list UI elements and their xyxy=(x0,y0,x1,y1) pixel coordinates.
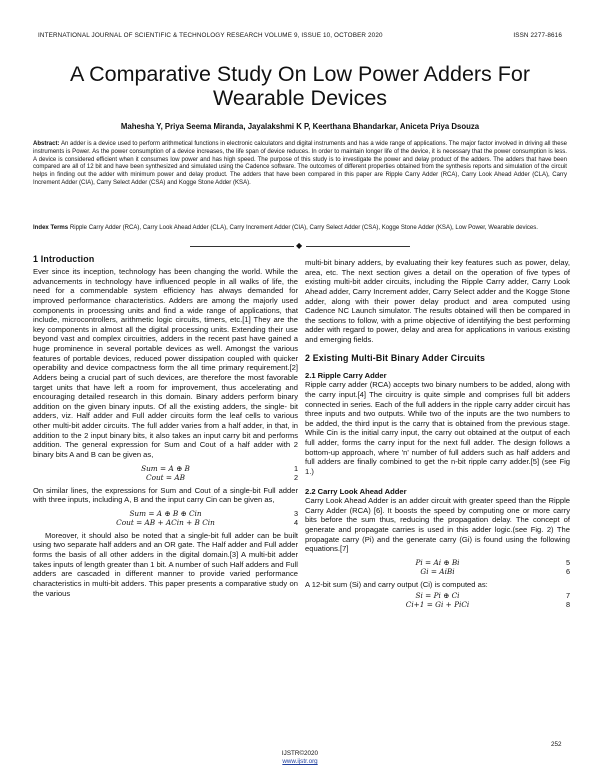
intro-paragraph-1: Ever since its inception, technology has been changing the world. While the advancements in technology have influenced people in all walks of life, the need for a commendable system efficiency has always demanded for improved performance characteristics. Adders are among the majorly used components in processing units and find a wide range of applications, that include, microcontrollers, arithmetic logic circuits, timers, etc.[1] They are the key components in almost all the digital processing units. Extending their use beyond vast and complex circuitries, adders in the recent past have gained a huge prominence in several portable devices as well. Amongst the various features of portable devices, reduced power dissipation coupled with quicker operability and device compactness form the all time primary requirement.[2] Adders being a crucial part of such devices, are therefore the most favorable target units that have left a room for improvement, thus accelerating and encouraging detailed research in this domain. Binary adders perform binary addition on the given binary inputs. Of all the existing adders, the single- bit adders, viz. Half adder and Full adder circuits form the leaf cells to various other multi-bit adder circuits. The full adder varies from a half adder, in that, in addition to the 2 input binary bits, it also takes an input carry bit and performs addition. The general expression for Sum and Cout of a half adder with 2 binary bits A and B can be given as, xyxy=(33,267,298,459)
equation-block-half-adder xyxy=(33,464,298,483)
equation-5-number: 5 xyxy=(565,557,570,567)
footer-copyright: IJSTR©2020 xyxy=(281,750,319,757)
cla-paragraph-2: A 12-bit sum (Si) and carry output (Ci) is computed as: xyxy=(305,579,488,589)
divider-line-left xyxy=(190,246,294,247)
subsection-heading-cla: 2.2 Carry Look Ahead Adder xyxy=(305,486,407,496)
equation-3-number: 3 xyxy=(293,508,298,518)
page-footer xyxy=(0,750,600,766)
index-terms-text: Ripple Carry Adder (RCA), Carry Look Ahead Adder (CLA), Carry Increment Adder (CIA), Carry Select Adder (CSA), Kogge Stone Adder (KSA), Low Power, Wearable devices. xyxy=(69,225,538,231)
journal-name: INTERNATIONAL JOURNAL OF SCIENTIFIC & TECHNOLOGY RESEARCH VOLUME 9, ISSUE 10, OCTOBER 2020 xyxy=(38,32,383,39)
equation-6-number: 6 xyxy=(565,567,570,577)
paper-title xyxy=(30,62,570,110)
abstract-label: Abstract: xyxy=(33,141,60,147)
equation-8 xyxy=(305,600,570,610)
equation-4-expr: Cout = AB + ACin + B Cin xyxy=(116,518,215,528)
intro-paragraph-3: Moreover, it should also be noted that a single-bit full adder can be built using two separate half adders and an OR gate. The Half adder and Full adder forms the basis of all other adders in the digital domain.[3] A multi-bit adder takes inputs of length greater than 1 bit. A number of such Half adders and Full adders are cascaded in different manner to provide varied performance characteristics in multi-bit adders. This paper presents a comparative study on the various xyxy=(33,530,298,598)
title-line-2: Wearable Devices xyxy=(212,86,388,110)
section-heading-existing-adders: 2 Existing Multi-Bit Binary Adder Circuits xyxy=(305,352,486,363)
equation-1-number: 1 xyxy=(293,463,298,473)
rca-paragraph: Ripple carry adder (RCA) accepts two binary numbers to be added, along with the carry input.[4] The circuitry is quite simple and comprises full bit adders connected in series. Each of the full adders in the ripple carry adder circuit has three inputs and two outputs. While two of the inputs are the two numbers to be added, the third input is the carry that is obtained from the previous stage. While Cin is the initial carry input, the carry out obtained at the output of each full adder, forms the carry input for the next full adder. The design follows a bottom-up approach, where 'n' number of full adders such as half adders and full adders are finally combined to get the n-bit ripple carry adder.[5] (see Fig 1.) xyxy=(305,380,570,476)
author-list: Mahesha Y, Priya Seema Miranda, Jayalakshmi K P, Keerthana Bhandarkar, Aniceta Priya Dsouza xyxy=(120,122,480,131)
equation-6 xyxy=(305,567,570,577)
left-column xyxy=(33,255,298,598)
equation-7-number: 7 xyxy=(565,590,570,600)
intro-paragraph-2: On similar lines, the expressions for Sum and Cout of a single-bit Full adder with three inputs, including A, B and the input carry Cin can be given as, xyxy=(33,485,298,505)
equation-6-expr: Gi = AiBi xyxy=(420,567,455,577)
equation-2-expr: Cout = AB xyxy=(146,473,185,482)
right-column xyxy=(305,258,570,613)
equation-1 xyxy=(33,464,298,474)
subsection-heading-rca: 2.1 Ripple Carry Adder xyxy=(305,370,387,380)
equation-5 xyxy=(305,558,570,568)
journal-website-link[interactable]: www.ijstr.org xyxy=(282,758,318,765)
title-line-1: A Comparative Study On Low Power Adders For xyxy=(69,62,531,86)
page-number: 252 xyxy=(551,741,562,748)
equation-block-sum-carry xyxy=(305,591,570,610)
diamond-icon: ◆ xyxy=(296,241,303,250)
issn: ISSN 2277-8616 xyxy=(513,32,562,39)
cla-paragraph: Carry Look Ahead Adder is an adder circuit with greater speed than the Ripple Carry Adder (RCA) [6]. It boosts the speed by computing one or more carry bits before the sum thus, reducing the propagation delay. The concept of generate and propagate carries is used in this adder logic.(see Fig. 2) The propagate carry (Pi) and the generate carry (Gi) is found using the following equations.[7] xyxy=(305,496,570,554)
equation-5-expr: Pi = Ai ⊕ Bi xyxy=(415,557,460,567)
section-divider xyxy=(0,243,600,251)
equation-8-number: 8 xyxy=(565,600,570,609)
equation-1-expr: Sum = A ⊕ B xyxy=(141,463,190,473)
equation-block-full-adder xyxy=(33,509,298,528)
equation-8-expr: Ci+1 = Gi + PiCi xyxy=(405,600,470,609)
index-terms xyxy=(33,225,567,233)
equation-2-number: 2 xyxy=(293,473,298,482)
equation-4 xyxy=(33,518,298,528)
abstract-text: An adder is a device used to perform arithmetical functions in electronic calculators and digital instruments and has a wide range of applications. The major factor involved in driving all these instruments is Power. As the power consumption of a device increases, the life span of device reduces. In order to maintain longer life of the device, it is necessary that the power consumption is less. A device is considered efficient when it consumes low power and has high speed. The purpose of this study is to investigate the power and delay product of the adders. The adders that have been compared are all of 12 bit and have been synthesized and simulated using the Cadence software. The outcomes of different properties obtained from the synthesis reports and simulation of the circuit helps in finding out the adder with minimum power and delay product. The adders that have been compared in this paper are Ripple Carry Adder (RCA), Carry Look Ahead Adder (CLA), Carry Increment Adder (CIA), Carry Select Adder (CSA) and Kogge Stone Adder (KSA). xyxy=(33,141,567,186)
section-heading-introduction: 1 Introduction xyxy=(33,254,95,264)
abstract xyxy=(33,141,567,188)
equation-7 xyxy=(305,591,570,601)
divider-line-right xyxy=(306,246,410,247)
equation-2 xyxy=(33,473,298,483)
equation-4-number: 4 xyxy=(293,518,298,528)
intro-paragraph-4: multi-bit binary adders, by evaluating their key features such as power, delay, area, etc. The next section gives a detail on the operation of five types of existing multi-bit adder circuits, including the Ripple Carry adder, Carry Look Ahead adder, Carry Increment adder, Carry Select adder and the Kogge Stone adder, along with their power delay product and area computed using Cadence NC Launch simulator. The results obtained will then be compared in the sections to follow, with a prime objective of identifying the best performing adder with regard to power, delay and area for applications in various existing and emerging fields. xyxy=(305,258,570,344)
index-terms-label: Index Terms xyxy=(33,225,69,231)
equation-3 xyxy=(33,509,298,519)
running-header xyxy=(38,32,562,42)
equation-3-expr: Sum = A ⊕ B ⊕ Cin xyxy=(129,508,202,518)
equation-block-propagate-generate xyxy=(305,558,570,577)
equation-7-expr: Si = Pi ⊕ Ci xyxy=(415,590,460,600)
